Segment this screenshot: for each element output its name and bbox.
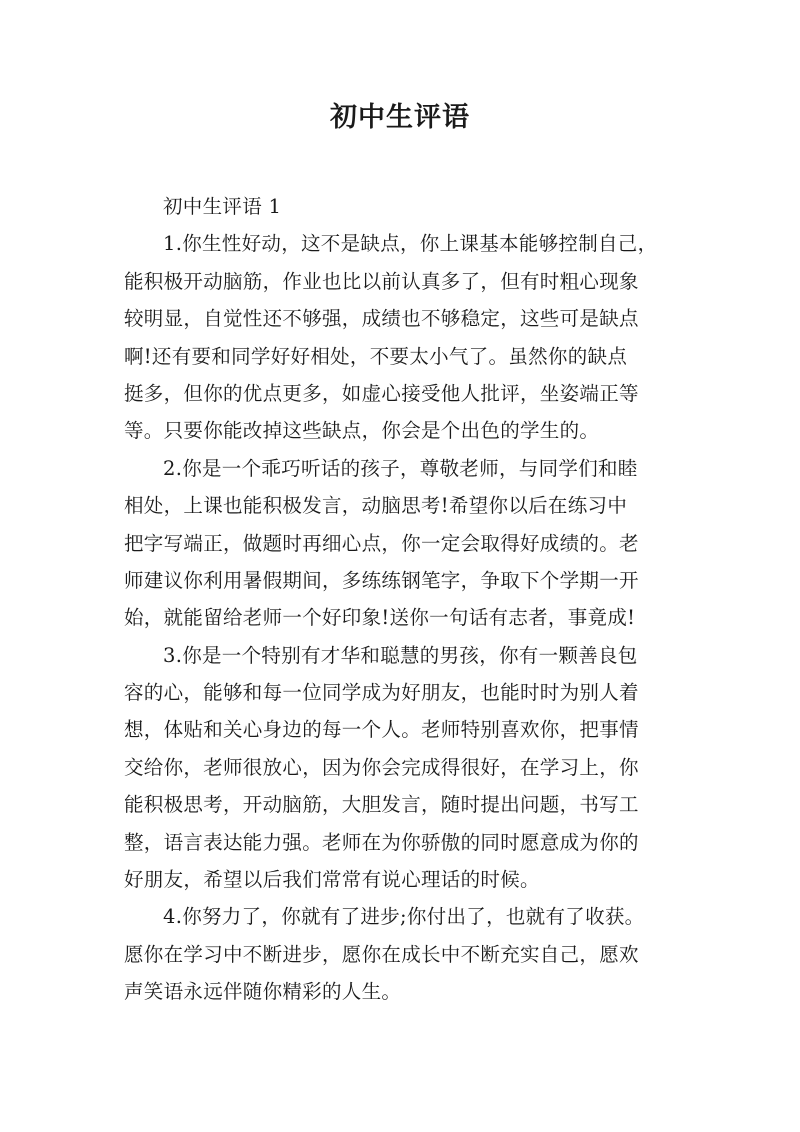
- paragraph-3-line-3: 想，体贴和关心身边的每一个人。老师特别喜欢你，把事情: [124, 718, 639, 742]
- paragraph-2-line-1: 2.你是一个乖巧听话的孩子，尊敬老师，与同学们和睦: [163, 456, 638, 480]
- paragraph-3-line-4: 交给你，老师很放心，因为你会完成得很好，在学习上，你: [124, 755, 639, 779]
- paragraph-1-line-2: 能积极开动脑筋，作业也比以前认真多了，但有时粗心现象: [124, 269, 639, 293]
- page-title: 初中生评语: [330, 102, 470, 133]
- paragraph-2-line-2: 相处，上课也能积极发言，动脑思考!希望你以后在练习中: [124, 494, 628, 518]
- section-heading: 初中生评语 1: [163, 195, 282, 218]
- paragraph-4-line-1: 4.你努力了，你就有了进步;你付出了，也就有了收获。: [163, 905, 645, 929]
- paragraph-2-line-4: 师建议你利用暑假期间，多练练钢笔字，争取下个学期一开: [124, 568, 639, 592]
- paragraph-1-line-6: 等。只要你能改掉这些缺点，你会是个出色的学生的。: [124, 419, 600, 443]
- paragraph-4-line-3: 声笑语永远伴随你精彩的人生。: [124, 980, 402, 1004]
- paragraph-1-line-4: 啊!还有要和同学好好相处，不要太小气了。虽然你的缺点: [124, 344, 628, 368]
- paragraph-1-line-1: 1.你生性好动，这不是缺点，你上课基本能够控制自己，: [163, 232, 658, 256]
- paragraph-3-line-7: 好朋友，希望以后我们常常有说心理话的时候。: [124, 868, 540, 892]
- paragraph-2-line-5: 始，就能留给老师一个好印象!送你一句话有志者，事竟成!: [124, 606, 636, 630]
- paragraph-1-line-3: 较明显，自觉性还不够强，成绩也不够稳定，这些可是缺点: [124, 307, 639, 331]
- paragraph-2-line-3: 把字写端正，做题时再细心点，你一定会取得好成绩的。老: [124, 531, 639, 555]
- document-body: [124, 188, 686, 1011]
- paragraph-3-line-6: 整，语言表达能力强。老师在为你骄傲的同时愿意成为你的: [124, 830, 639, 854]
- paragraph-1-line-5: 挺多，但你的优点更多，如虚心接受他人批评，坐姿端正等: [124, 381, 639, 405]
- paragraph-3-line-1: 3.你是一个特别有才华和聪慧的男孩，你有一颗善良包: [163, 643, 638, 667]
- paragraph-3-line-2: 容的心，能够和每一位同学成为好朋友，也能时时为别人着: [124, 681, 639, 705]
- paragraph-3-line-5: 能积极思考，开动脑筋，大胆发言，随时提出问题，书写工: [124, 793, 639, 817]
- paragraph-4-line-2: 愿你在学习中不断进步，愿你在成长中不断充实自己，愿欢: [124, 942, 639, 966]
